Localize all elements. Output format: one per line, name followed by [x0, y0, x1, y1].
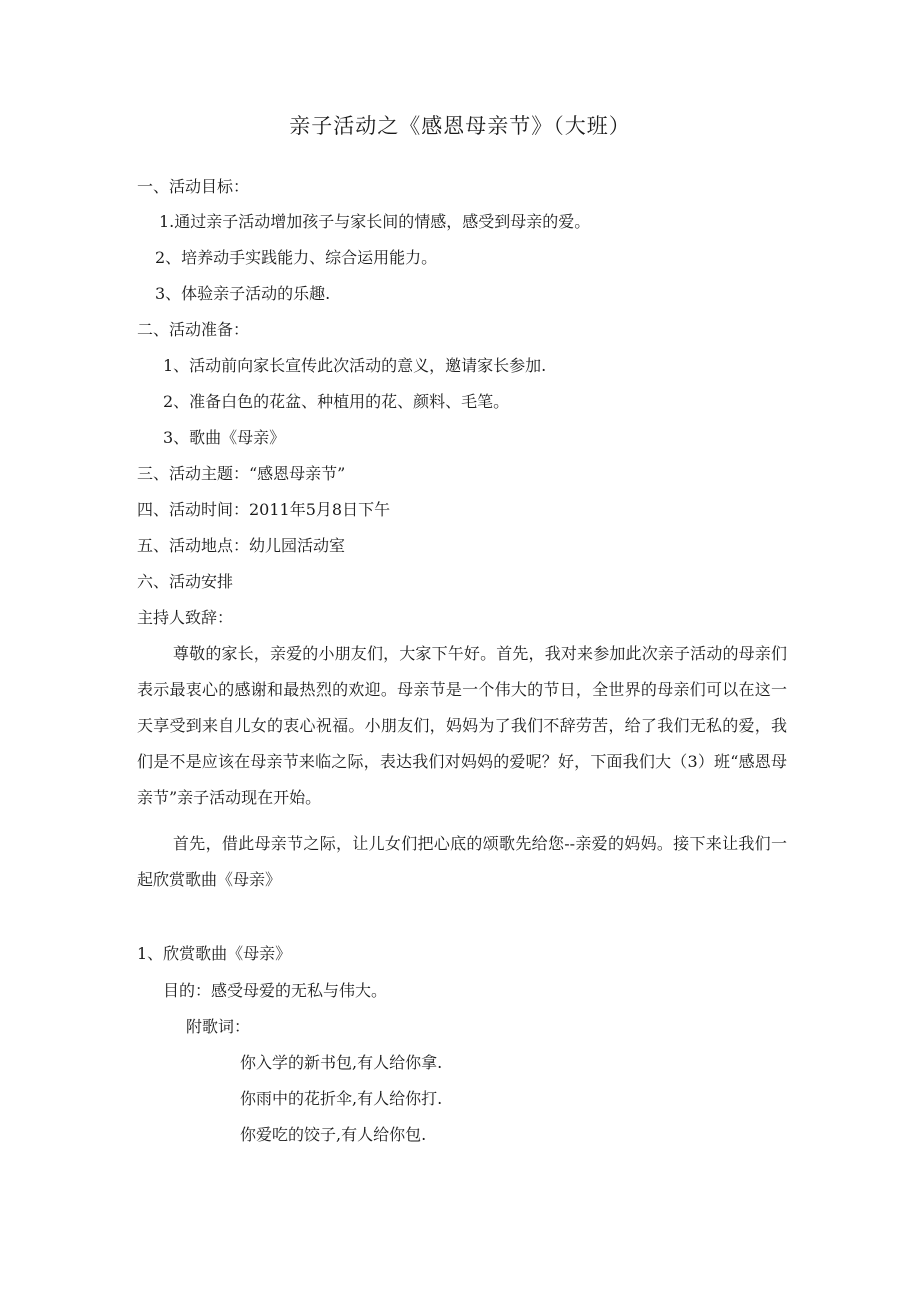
speech-paragraph: 尊敬的家长，亲爱的小朋友们，大家下午好。首先，我对来参加此次亲子活动的母亲们表示最衷心的感谢和最热烈的欢迎。母亲节是一个伟大的节日，全世界的母亲们可以在这一天享受到来自儿女的衷心祝福。小朋友们，妈妈为了我们不辞劳苦，给了我们无私的爱，我们是不是应该在母亲节来临之际，表达我们对妈妈的爱呢？好，下面我们大（3）班“感恩母亲节”亲子活动现在开始。 — [137, 644, 787, 807]
activity-heading: 1、欣赏歌曲《母亲》 — [137, 944, 292, 963]
section-theme: 三、活动主题：“感恩母亲节” — [137, 464, 346, 483]
speech-paragraph: 首先，借此母亲节之际，让儿女们把心底的颂歌先给您--亲爱的妈妈。接下来让我们一起欣赏歌曲《母亲》 — [137, 834, 787, 889]
host-label: 主持人致辞： — [137, 608, 234, 627]
lyrics-label: 附歌词： — [186, 1017, 251, 1036]
section-location: 五、活动地点：幼儿园活动室 — [137, 536, 346, 555]
goal-item: 3、体验亲子活动的乐趣. — [155, 284, 331, 303]
document-title: 亲子活动之《感恩母亲节》（大班） — [289, 114, 631, 138]
section-heading-goals: 一、活动目标： — [137, 177, 250, 196]
preparation-item: 1、活动前向家长宣传此次活动的意义，邀请家长参加. — [163, 356, 547, 375]
preparation-item: 2、准备白色的花盆、种植用的花、颜料、毛笔。 — [163, 392, 510, 411]
goal-item: 2、培养动手实践能力、综合运用能力。 — [155, 248, 438, 267]
section-arrangement: 六、活动安排 — [137, 572, 234, 591]
lyrics-line: 你雨中的花折伞,有人给你打. — [240, 1089, 443, 1108]
lyrics-line: 你爱吃的饺子,有人给你包. — [240, 1125, 427, 1144]
section-time: 四、活动时间：2011年5月8日下午 — [137, 500, 391, 519]
lyrics-line: 你入学的新书包,有人给你拿. — [240, 1053, 443, 1072]
section-heading-preparation: 二、活动准备： — [137, 320, 250, 339]
preparation-item: 3、歌曲《母亲》 — [163, 428, 286, 447]
goal-item: 1.通过亲子活动增加孩子与家长间的情感，感受到母亲的爱。 — [159, 212, 591, 231]
activity-purpose: 目的：感受母爱的无私与伟大。 — [163, 981, 388, 1000]
